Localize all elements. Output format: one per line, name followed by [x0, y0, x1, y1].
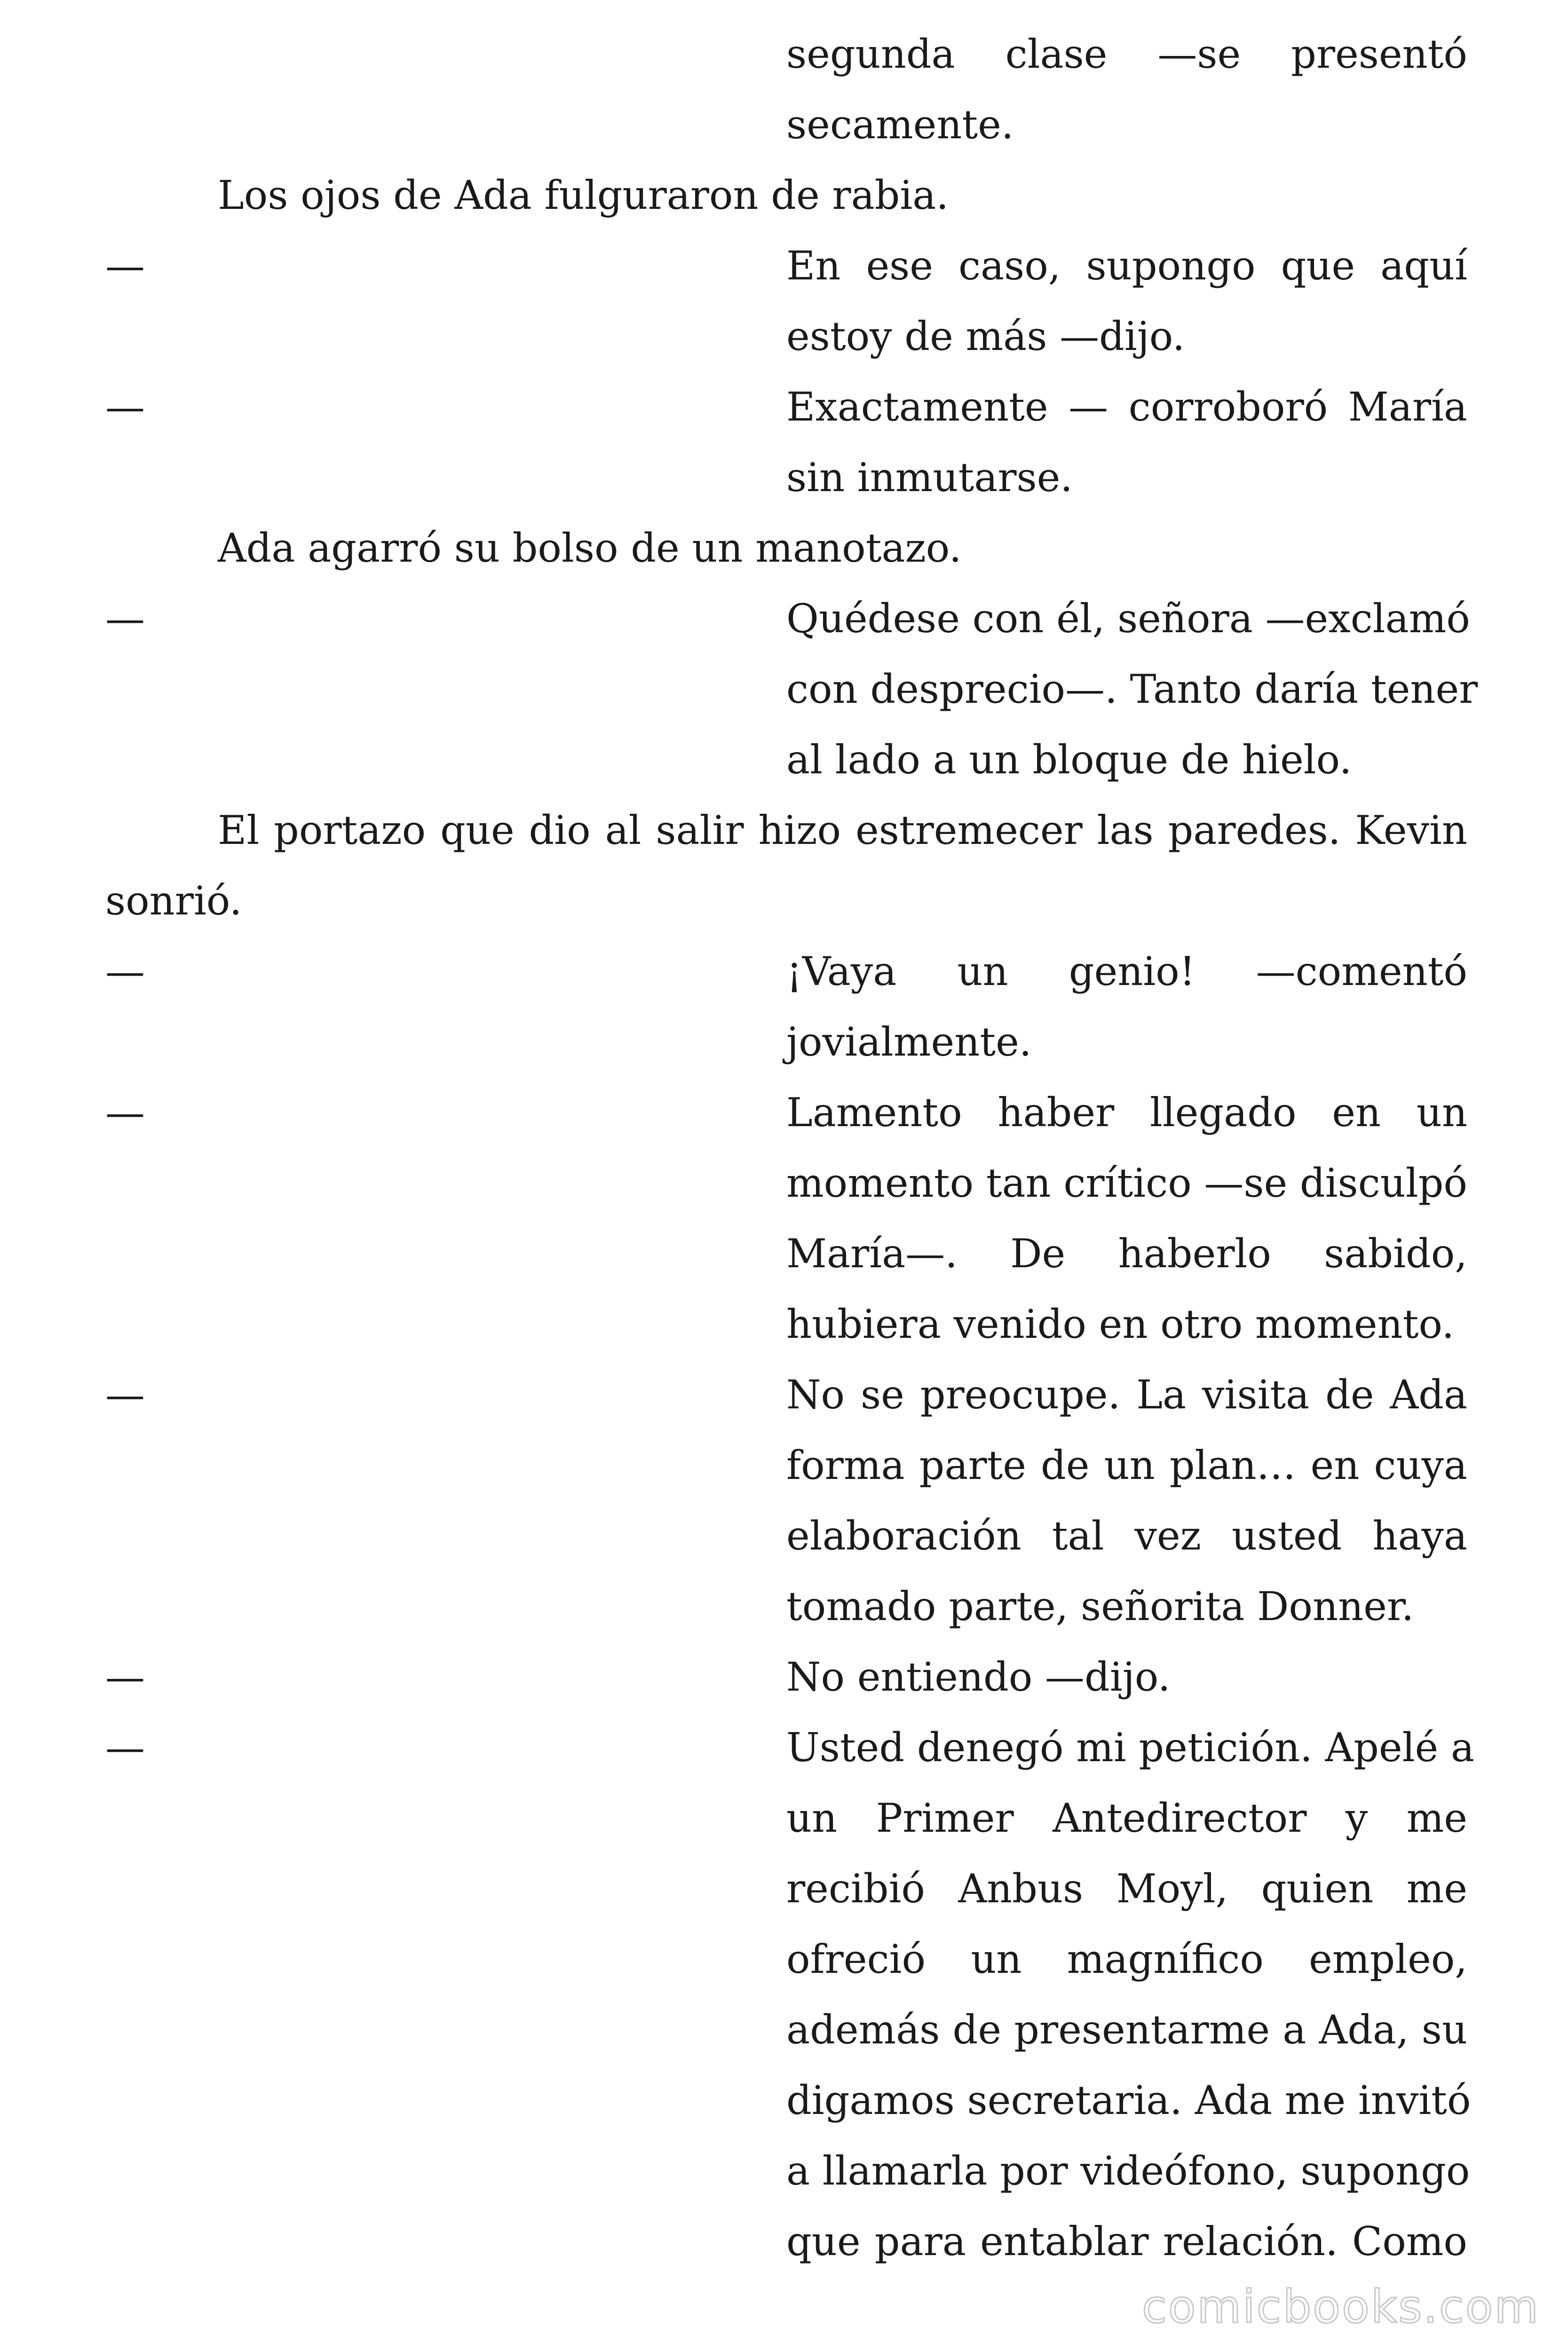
text-line: a llamarla por videófono, supongo — [786, 2148, 1470, 2194]
text-line: que para entablar relación. Como — [786, 2218, 1467, 2265]
text-line: María—. De haberlo sabido, — [786, 1231, 1467, 1277]
narration-line: El portazo que dio al salir hizo estremecer las paredes. Kevin — [218, 807, 1467, 853]
text-line: forma parte de un plan… en cuya — [786, 1442, 1467, 1488]
text-line: No entiendo —dijo. — [786, 1654, 1171, 1700]
text-line: ofreció un magnífico empleo, — [786, 1936, 1467, 1982]
text-line: un Primer Antedirector y me — [786, 1795, 1467, 1841]
text-line: sin inmutarse. — [786, 454, 1073, 501]
dialogue-dash: — — [105, 243, 145, 289]
dialogue-dash: — — [105, 1654, 145, 1700]
text-line: En ese caso, supongo que aquí — [786, 243, 1467, 289]
narration-line: Los ojos de Ada fulguraron de rabia. — [218, 172, 949, 218]
text-line: jovialmente. — [786, 1019, 1032, 1065]
text-line: segunda clase —se presentó — [786, 31, 1467, 77]
dialogue-dash: — — [105, 948, 145, 994]
text-line: ¡Vaya un genio! —comentó — [786, 948, 1467, 994]
dialogue-dash: — — [105, 596, 145, 642]
text-line: estoy de más —dijo. — [786, 313, 1185, 359]
dialogue-dash: — — [105, 1089, 145, 1136]
text-line: Usted denegó mi petición. Apelé a — [786, 1724, 1474, 1771]
narration-line: sonrió. — [105, 878, 242, 924]
dialogue-dash: — — [105, 1372, 145, 1418]
text-line: No se preocupe. La visita de Ada — [786, 1372, 1467, 1418]
text-line: secamente. — [786, 102, 1014, 148]
text-line: momento tan crítico —se disculpó — [786, 1160, 1467, 1206]
text-line: tomado parte, señorita Donner. — [786, 1583, 1414, 1629]
text-line: recibió Anbus Moyl, quien me — [786, 1866, 1467, 1912]
text-line: digamos secretaria. Ada me invitó — [786, 2077, 1471, 2123]
text-line: Lamento haber llegado en un — [786, 1089, 1467, 1136]
dialogue-dash: — — [105, 384, 145, 430]
text-line: Quédese con él, señora —exclamó — [786, 596, 1470, 642]
narration-line: Ada agarró su bolso de un manotazo. — [218, 525, 962, 571]
text-line: al lado a un bloque de hielo. — [786, 737, 1352, 783]
text-line: Exactamente — corroboró María — [786, 384, 1467, 430]
text-line: con desprecio—. Tanto daría tener — [786, 666, 1478, 712]
text-line: hubiera venido en otro momento. — [786, 1301, 1455, 1347]
text-line: además de presentarme a Ada, su — [786, 2007, 1467, 2053]
text-line: elaboración tal vez usted haya — [786, 1513, 1467, 1559]
dialogue-dash: — — [105, 1724, 145, 1771]
watermark: comicbooks.com — [1141, 2280, 1540, 2333]
